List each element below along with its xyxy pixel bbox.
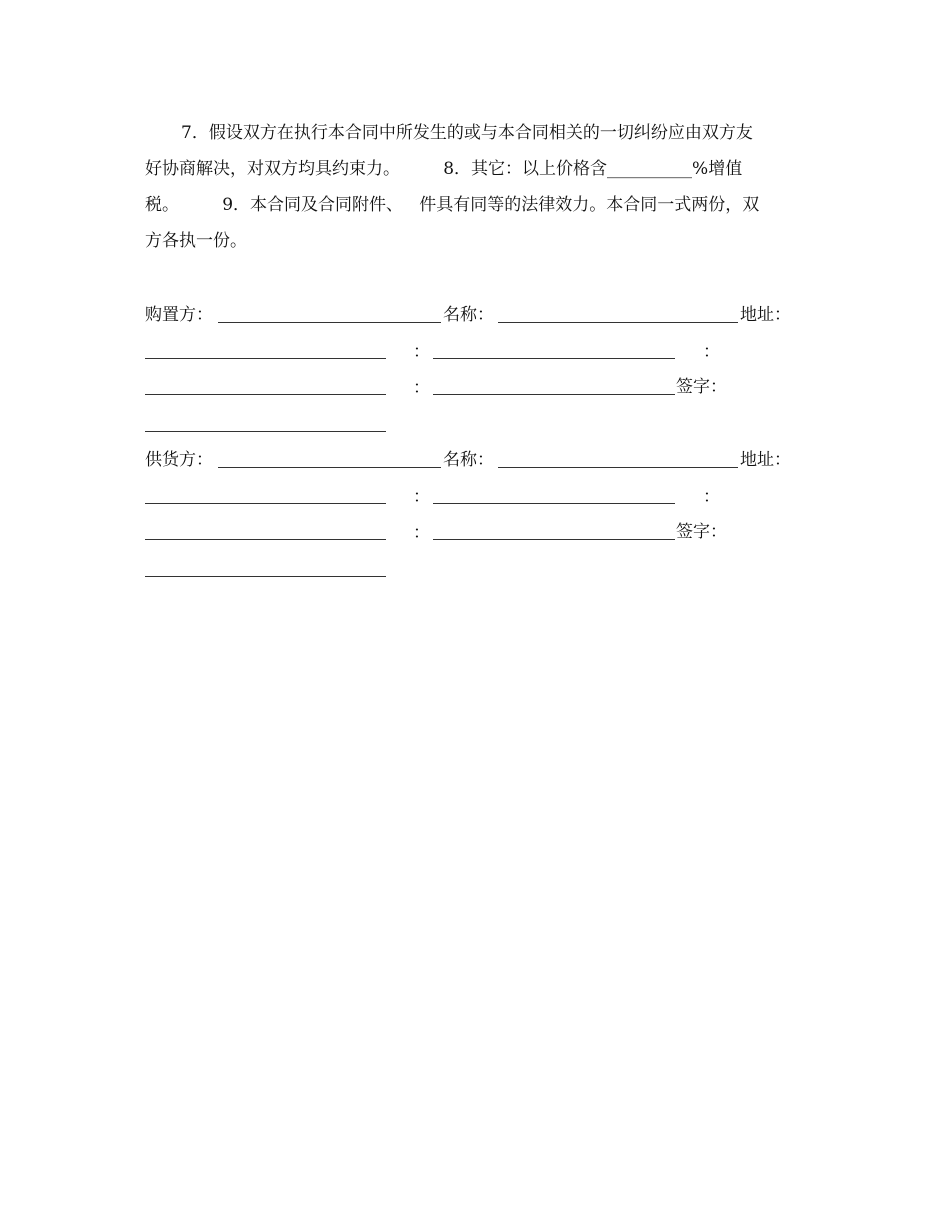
supplier-name-label: 名称： <box>443 450 494 470</box>
supplier-name-field[interactable] <box>498 467 738 468</box>
buyer-name-label: 名称： <box>443 305 494 325</box>
supplier-colon-1: ： <box>413 487 430 507</box>
buyer-name-field[interactable] <box>498 322 738 323</box>
buyer-field-3[interactable] <box>145 394 386 395</box>
supplier-sign-label: 签字： <box>676 522 727 542</box>
buyer-address-field[interactable] <box>145 358 386 359</box>
buyer-colon-3: ： <box>413 378 430 398</box>
supplier-field-3[interactable] <box>145 539 386 540</box>
buyer-party-label: 购置方： <box>145 305 213 325</box>
supplier-party-label: 供货方： <box>145 450 213 470</box>
buyer-colon-1: ： <box>413 342 430 362</box>
supplier-sign-field[interactable] <box>145 576 386 577</box>
supplier-colon-2: ： <box>703 487 720 507</box>
supplier-field-4[interactable] <box>433 539 675 540</box>
buyer-party-field[interactable] <box>218 322 441 323</box>
buyer-address-label: 地址： <box>740 305 791 325</box>
buyer-colon-2: ： <box>703 342 720 362</box>
clause-line-1: 7．假设双方在执行本合同中所发生的或与本合同相关的一切纠纷应由双方友 <box>181 123 753 143</box>
supplier-field-2[interactable] <box>433 503 675 504</box>
clause-line-2: 好协商解决，对双方均具约束力。 8．其它：以上价格含__________%增值 <box>145 159 743 179</box>
buyer-sign-field[interactable] <box>145 431 386 432</box>
supplier-colon-3: ： <box>413 523 430 543</box>
clause-line-3: 税。 9．本合同及合同附件、 件具有同等的法律效力。本合同一式两份，双 <box>145 195 760 215</box>
buyer-field-2[interactable] <box>433 358 675 359</box>
buyer-sign-label: 签字： <box>676 377 727 397</box>
buyer-field-4[interactable] <box>433 394 675 395</box>
clause-line-4: 方各执一份。 <box>145 231 247 251</box>
supplier-address-field[interactable] <box>145 503 386 504</box>
supplier-address-label: 地址： <box>740 450 791 470</box>
supplier-party-field[interactable] <box>218 467 441 468</box>
